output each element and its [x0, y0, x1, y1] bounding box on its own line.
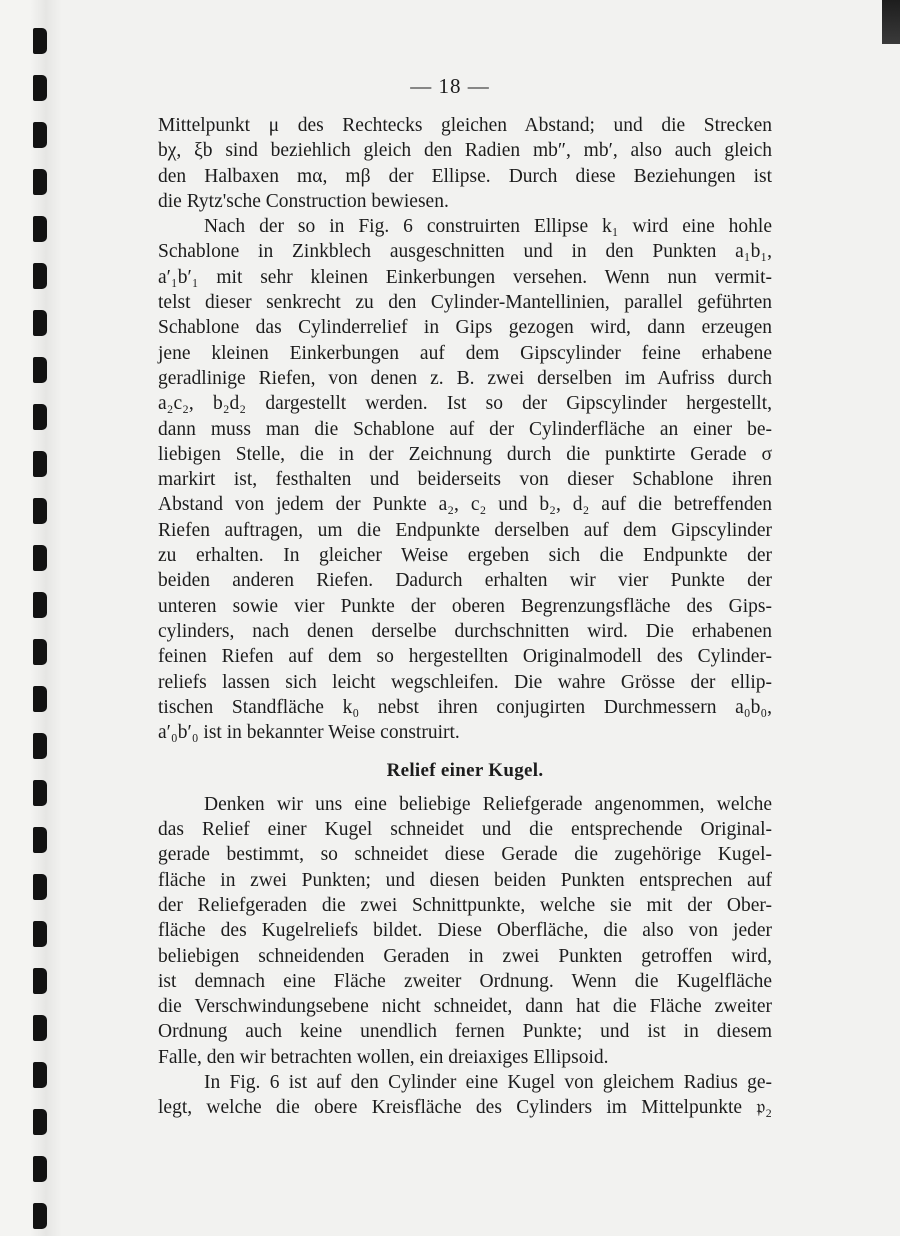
- text-line: liebigen Stelle, die in der Zeichnung durch die punktirte Gerade σ: [158, 443, 772, 465]
- text-line: das Relief einer Kugel schneidet und die entsprechende Original-: [158, 819, 772, 841]
- text-line: fläche des Kugelreliefs bildet. Diese Oberfläche, die also von jeder: [158, 920, 772, 942]
- binding-ring: [33, 263, 47, 289]
- scan-edge-shadow: [882, 0, 900, 44]
- text-line: die Verschwindungsebene nicht schneidet, dann hat die Fläche zweiter: [158, 996, 772, 1018]
- text-line: Schablone das Cylinderrelief in Gips gezogen wird, dann erzeugen: [158, 317, 772, 339]
- binding-ring: [33, 451, 47, 477]
- text-line: zu erhalten. In gleicher Weise ergeben sich die Endpunkte der: [158, 545, 772, 567]
- text-line: dann muss man die Schablone auf der Cylinderfläche an einer be-: [158, 418, 772, 440]
- paragraph-1: [158, 113, 772, 214]
- binding-ring: [33, 733, 47, 759]
- text-line: die Rytz'sche Construction bewiesen.: [158, 190, 449, 212]
- text-line: Denken wir uns eine beliebige Reliefgerade angenommen, welche: [204, 793, 772, 815]
- binding-ring: [33, 122, 47, 148]
- text-line: fläche in zwei Punkten; und diesen beiden Punkten entsprechen auf: [158, 869, 772, 891]
- text-line: gerade bestimmt, so schneidet diese Gerade die zugehörige Kugel-: [158, 844, 772, 866]
- text-line: In Fig. 6 ist auf den Cylinder eine Kugel von gleichem Radius ge-: [204, 1071, 772, 1093]
- text-line: Riefen auftragen, um die Endpunkte derselben auf dem Gipscylinder: [158, 519, 772, 541]
- binding-ring: [33, 498, 47, 524]
- text-line: legt, welche die obere Kreisfläche des Cylinders im Mittelpunkte 𝔭₂: [158, 1097, 772, 1119]
- text-line: a₂c₂, b₂d₂ dargestellt werden. Ist so der Gipscylinder hergestellt,: [158, 393, 772, 415]
- binding-ring: [33, 968, 47, 994]
- binding-ring: [33, 639, 47, 665]
- binding-ring: [33, 827, 47, 853]
- binding-ring: [33, 921, 47, 947]
- binding-ring: [33, 686, 47, 712]
- paragraph-3: [158, 792, 772, 1070]
- page-body: [158, 113, 772, 1121]
- binding-ring: [33, 874, 47, 900]
- binding-ring: [33, 1203, 47, 1229]
- text-line: a′₁b′₁ mit sehr kleinen Einkerbungen versehen. Wenn nun vermit-: [158, 266, 772, 288]
- binding-ring: [33, 1156, 47, 1182]
- binding-ring: [33, 1109, 47, 1135]
- text-line: Ordnung auch keine unendlich fernen Punkte; und ist in diesem: [158, 1021, 772, 1043]
- binding-ring: [33, 28, 47, 54]
- text-line: den Halbaxen mα, mβ der Ellipse. Durch diese Beziehungen ist: [158, 165, 772, 187]
- binding-spine: [0, 0, 62, 1236]
- text-line: Nach der so in Fig. 6 construirten Ellipse k₁ wird eine hohle: [204, 216, 772, 238]
- text-line: jene kleinen Einkerbungen auf dem Gipscylinder feine erhabene: [158, 342, 772, 364]
- binding-ring: [33, 357, 47, 383]
- binding-ring: [33, 310, 47, 336]
- binding-ring: [33, 404, 47, 430]
- binding-ring: [33, 1015, 47, 1041]
- text-line: der Reliefgeraden die zwei Schnittpunkte, welche sie mit der Ober-: [158, 894, 772, 916]
- binding-ring: [33, 780, 47, 806]
- text-line: telst dieser senkrecht zu den Cylinder-Mantellinien, parallel geführten: [158, 292, 772, 314]
- text-line: beiden anderen Riefen. Dadurch erhalten wir vier Punkte der: [158, 570, 772, 592]
- text-line: geradlinige Riefen, von denen z. B. zwei derselben im Aufriss durch: [158, 367, 772, 389]
- page-number: — 18 —: [410, 74, 490, 98]
- text-line: Abstand von jedem der Punkte a₂, c₂ und b₂, d₂ auf die betreffenden: [158, 494, 772, 516]
- paragraph-4: [158, 1070, 772, 1121]
- paragraph-2: [158, 214, 772, 745]
- binding-ring: [33, 169, 47, 195]
- binding-ring: [33, 592, 47, 618]
- text-line: markirt ist, festhalten und beiderseits von dieser Schablone ihren: [158, 469, 772, 491]
- text-line: reliefs lassen sich leicht wegschleifen. Die wahre Grösse der ellip-: [158, 671, 772, 693]
- text-line: bχ, ξb sind beziehlich gleich den Radien mb″, mb′, also auch gleich: [158, 140, 772, 162]
- binding-ring: [33, 1062, 47, 1088]
- binding-ring: [33, 545, 47, 571]
- text-line: Mittelpunkt μ des Rechtecks gleichen Abstand; und die Strecken: [158, 115, 772, 136]
- text-line: ist demnach eine Fläche zweiter Ordnung. Wenn die Kugelfläche: [158, 970, 772, 992]
- text-line: Falle, den wir betrachten wollen, ein dreiaxiges Ellipsoid.: [158, 1046, 609, 1068]
- text-line: Schablone in Zinkblech ausgeschnitten und in den Punkten a₁b₁,: [158, 241, 772, 263]
- text-line: beliebigen schneidenden Geraden in zwei Punkten getroffen wird,: [158, 945, 772, 967]
- text-line: tischen Standfläche k₀ nebst ihren conjugirten Durchmessern a₀b₀,: [158, 696, 772, 718]
- text-line: cylinders, nach denen derselbe durchschnitten wird. Die erhabenen: [158, 620, 772, 642]
- binding-ring: [33, 216, 47, 242]
- text-line: unteren sowie vier Punkte der oberen Begrenzungsfläche des Gips-: [158, 595, 772, 617]
- text-line: feinen Riefen auf dem so hergestellten Originalmodell des Cylinder-: [158, 646, 772, 668]
- section-heading: Relief einer Kugel.: [386, 760, 544, 782]
- text-line: a′₀b′₀ ist in bekannter Weise construirt.: [158, 722, 460, 744]
